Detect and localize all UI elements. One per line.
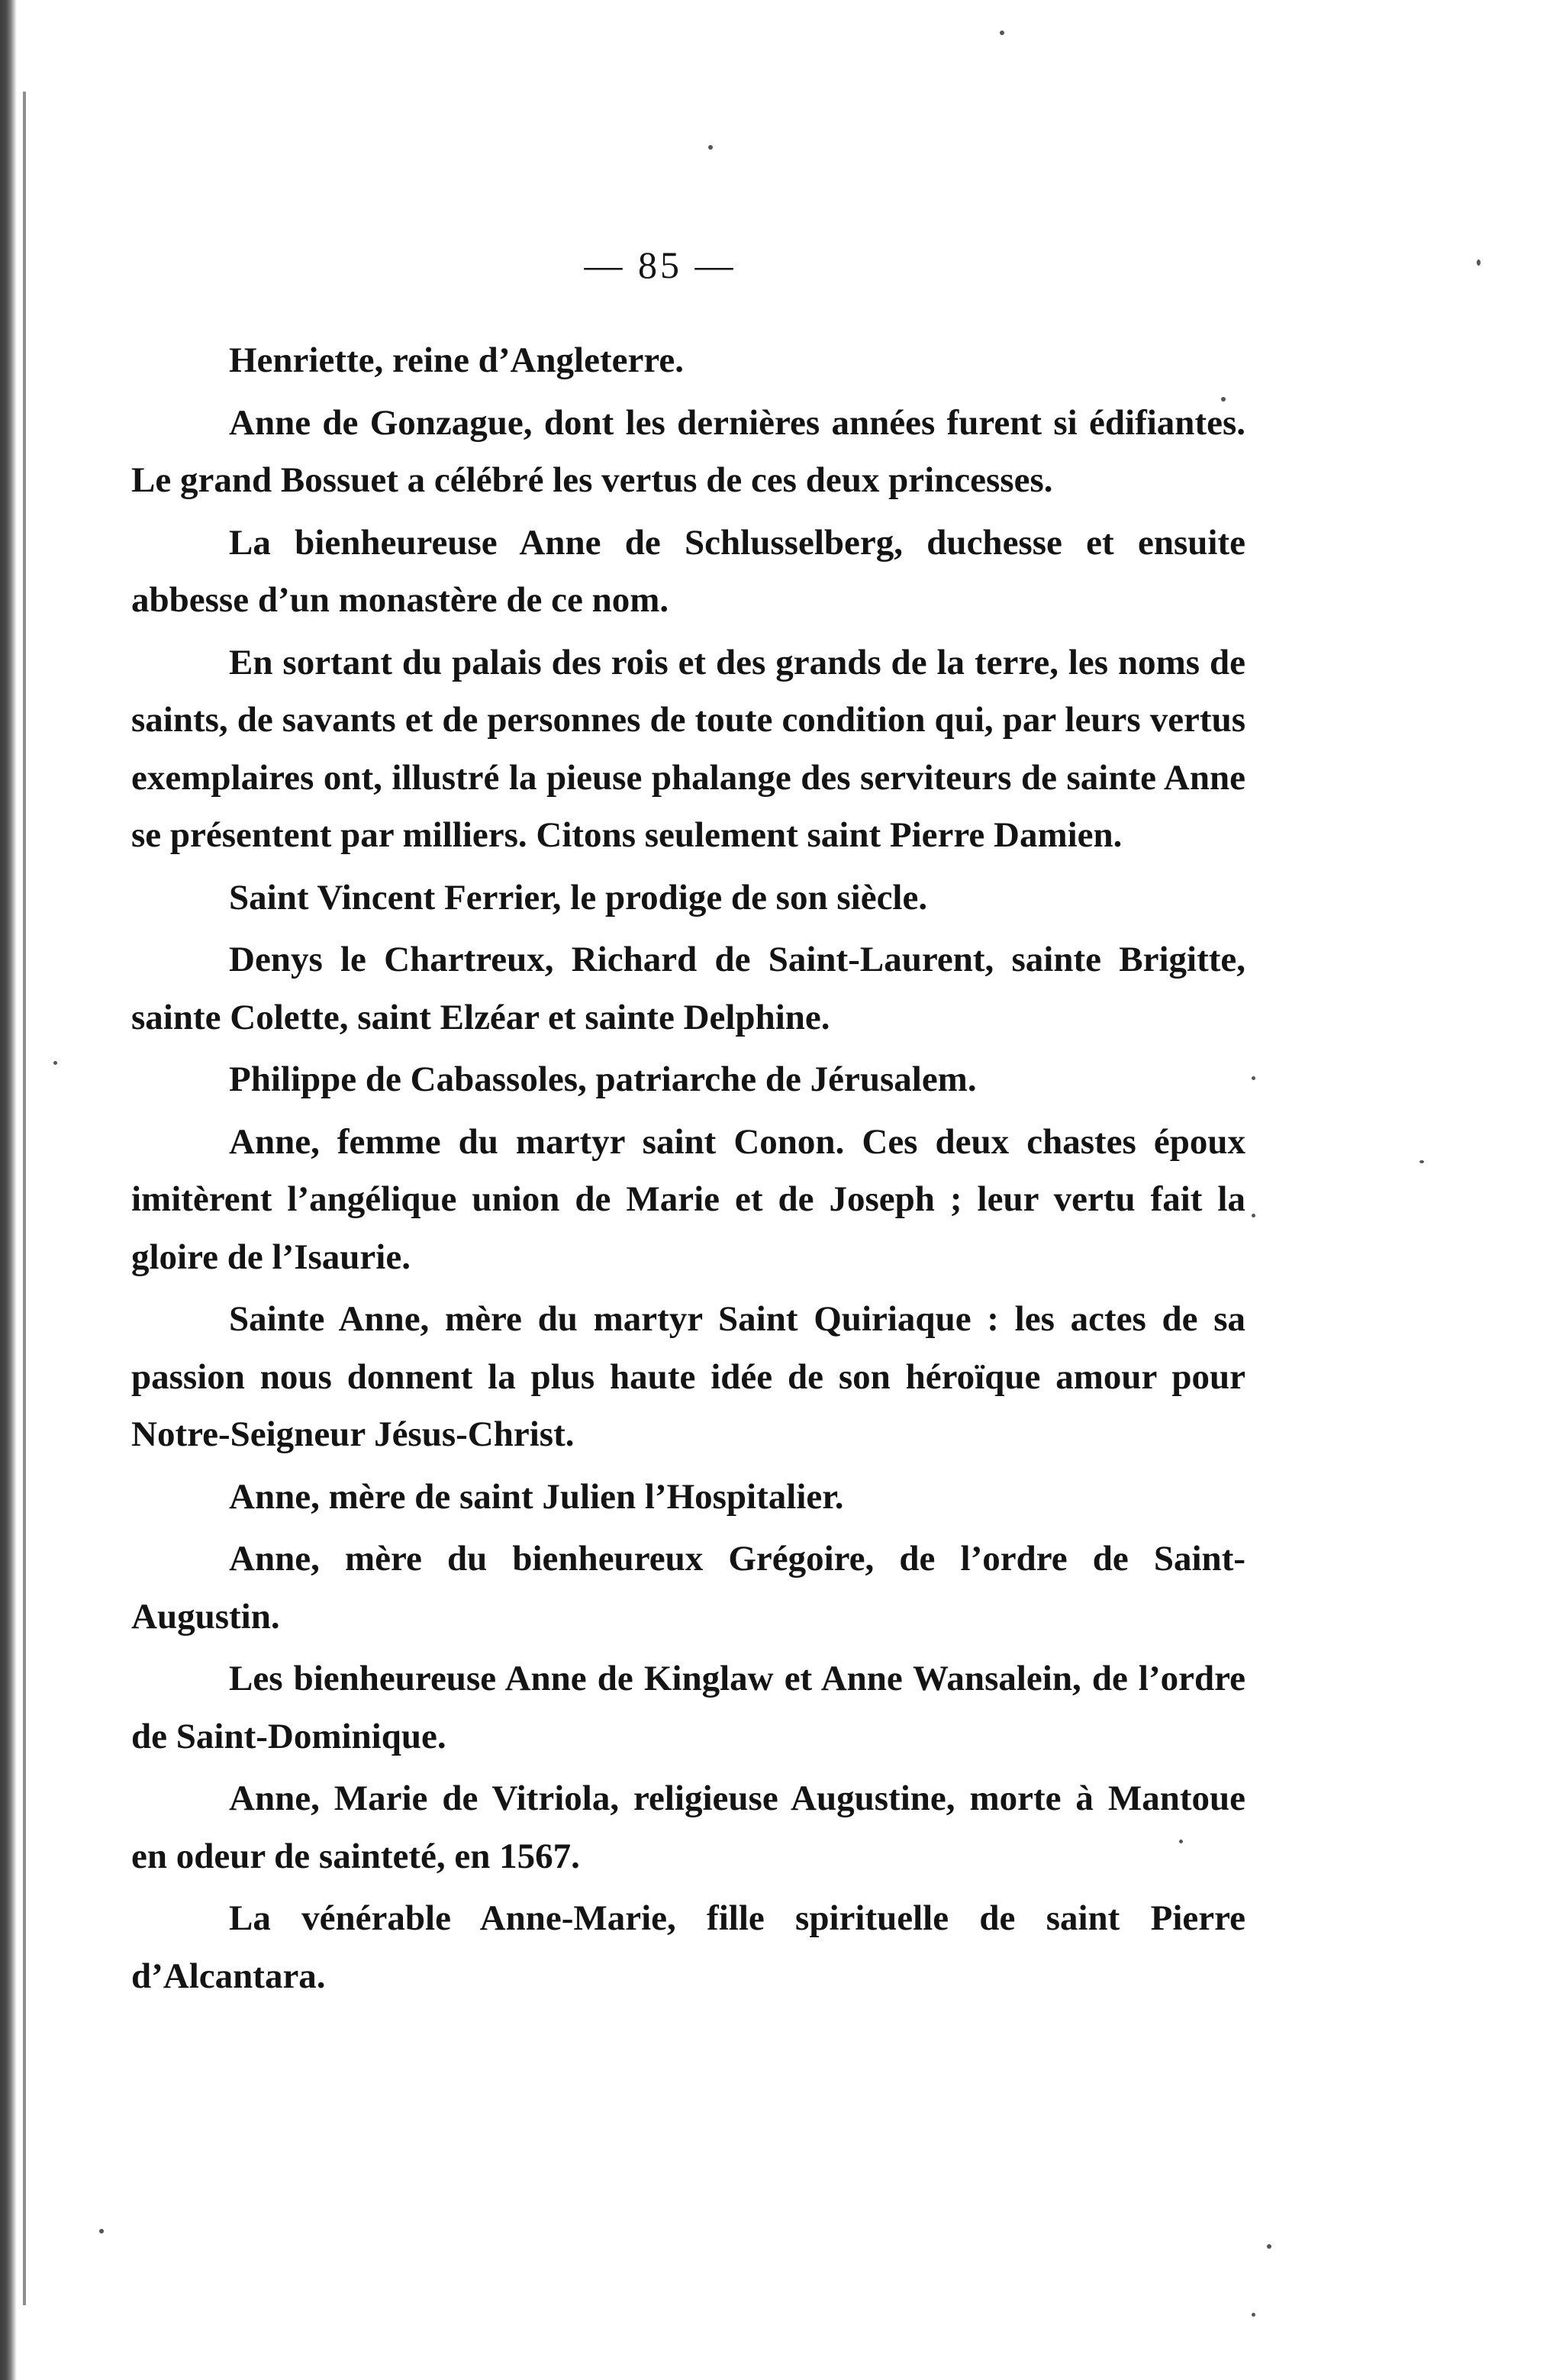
scan-speck [1000,31,1004,35]
scan-speck [1179,1840,1183,1843]
paragraph-gregoire: Anne, mère du bienheureux Grégoire, de l’ordre de Saint-Augustin. [131,1539,1245,1637]
scan-speck [1252,2313,1255,2317]
body-text [131,332,1245,2010]
page-number: — 85 — [584,243,736,286]
paragraph-gonzague: Anne de Gonzague, dont les dernières années furent si édifiantes. Le grand Bossuet a célébré les vertus de ces deux princesses. [131,402,1245,500]
paragraph-cabassoles: Philippe de Cabassoles, patriarche de Jérusalem. [229,1059,977,1099]
paragraph-schlusselberg: La bienheureuse Anne de Schlusselberg, duchesse et ensuite abbesse d’un monastère de ce nom. [131,522,1245,620]
scan-speck [1267,2244,1271,2249]
paragraph-vitriola: Anne, Marie de Vitriola, religieuse Augustine, morte à Mantoue en odeur de sainteté, en 1567. [131,1779,1245,1876]
scan-speck [99,2229,104,2233]
paragraph-julien: Anne, mère de saint Julien l’Hospitalier. [229,1476,844,1517]
scan-speck [1252,1214,1255,1217]
scan-speck [1477,260,1481,266]
paragraph-henriette: Henriette, reine d’Angleterre. [229,340,684,380]
paragraph-quiriaque: Sainte Anne, mère du martyr Saint Quiriaque : les actes de sa passion nous donnent la plus haute idée de son héroïque amour pour Notre-Seigneur Jésus-Christ. [131,1299,1245,1454]
binding-line [23,92,26,2305]
scan-speck [1252,1076,1255,1080]
paragraph-conon: Anne, femme du martyr saint Conon. Ces deux chastes époux imitèrent l’angélique union de Marie et de Joseph ; leur vertu fait la gloire de l’Isaurie. [131,1121,1245,1277]
paragraph-kinglaw: Les bienheureuse Anne de Kinglaw et Anne Wansalein, de l’ordre de Saint-Dominique. [131,1659,1245,1756]
scan-speck [1419,1160,1424,1163]
scan-speck [53,1061,57,1065]
paragraph-anne-marie: La vénérable Anne-Marie, fille spirituelle de saint Pierre d’Alcantara. [131,1898,1245,1996]
paragraph-serviteurs: En sortant du palais des rois et des grands de la terre, les noms de saints, de savants et de personnes de toute condition qui, par leurs vertus exemplaires ont, illustré la pieuse phalange des serviteurs de sainte Anne se présentent par milliers. Citons seulement saint Pierre Damien. [131,642,1245,855]
paragraph-denys: Denys le Chartreux, Richard de Saint-Laurent, sainte Brigitte, sainte Colette, saint Elzéar et sainte Delphine. [131,940,1245,1037]
scan-speck [708,145,713,150]
paragraph-vincent-ferrier: Saint Vincent Ferrier, le prodige de son siècle. [229,877,928,917]
binding-shadow [0,0,17,2380]
scan-speck [1221,397,1226,402]
